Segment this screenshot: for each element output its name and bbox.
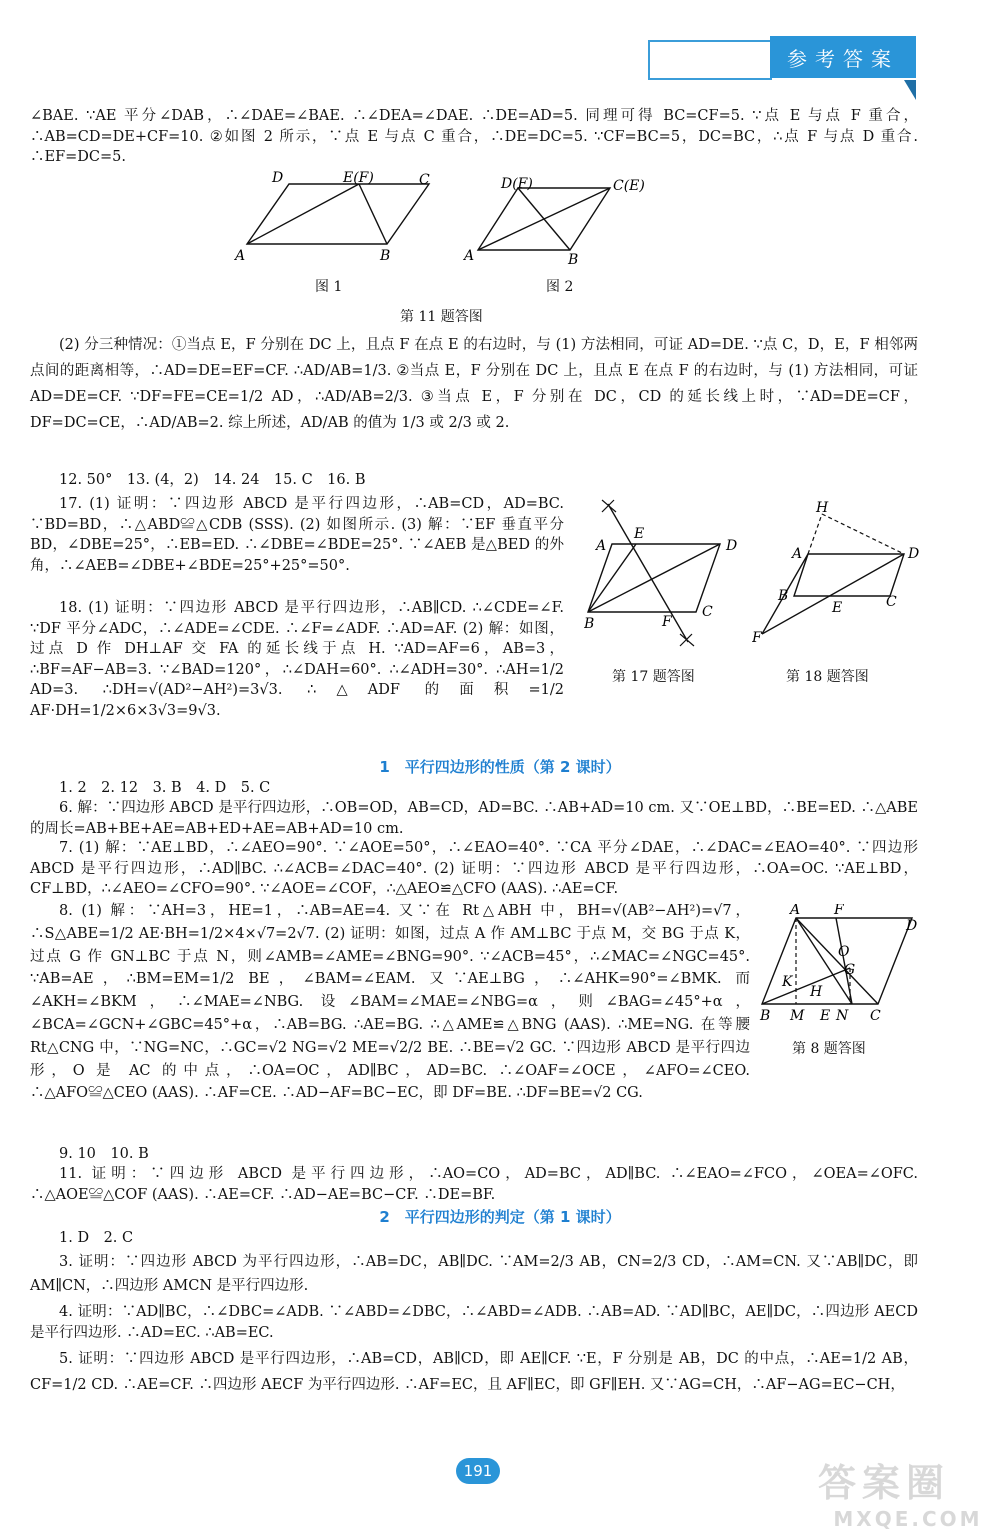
fig8-label-d: D bbox=[906, 918, 918, 934]
fig18-label-a: A bbox=[792, 546, 803, 562]
fig18-parallelogram bbox=[794, 554, 904, 596]
figure-18 bbox=[752, 498, 928, 654]
answer-paragraph: 4. 证明：∵AD∥BC，∴∠DBC=∠ADB. ∵∠ABD=∠DBC，∴∠ABD=∠ADB. ∴AB=AD. ∵AD∥BC，AE∥DC，∴四边形 AECD 是平行四边形. ∴AD=EC. ∴AB=EC. bbox=[30, 1304, 918, 1341]
watermark-sub: MXQE.COM bbox=[833, 1507, 983, 1531]
figure-17 bbox=[584, 494, 754, 654]
fig18-label-c: C bbox=[886, 594, 897, 610]
caption-fig17: 第 17 题答图 bbox=[612, 669, 695, 685]
fig17-perpendicular-bisector bbox=[608, 504, 688, 642]
page-number: 191 bbox=[456, 1458, 500, 1484]
answer-paragraph: ∠BAE. ∵AE 平分∠DAB，∴∠DAE=∠BAE. ∴∠DEA=∠DAE. ∴DE=AD=5. 同理可得 BC=CF=5. ∵点 E 与点 F 重合，∴AB=CD=DE+CF=10. ②如图 2 所示，∵点 E 与点 C 重合，∴DE=DC=5. ∵CF=BC=5，DC=BC，∴点 F 与点 D 重合. ∴EF=DC=5. bbox=[30, 108, 918, 166]
watermark-main: 答案圈 bbox=[818, 1461, 951, 1505]
fig1-label-d: D bbox=[272, 170, 284, 186]
fig17-label-b: B bbox=[584, 616, 595, 632]
fig18-label-d: D bbox=[908, 546, 920, 562]
answer-paragraph: 18. (1) 证明：∵四边形 ABCD 是平行四边形，∴AB∥CD. ∴∠CDE=∠F. ∵DF 平分∠ADC，∴∠ADE=∠CDE. ∴∠F=∠ADF. ∴AD=AF. (2) 解：如图，过点 D 作 DH⊥AF 交 FA 的延长线于点 H. ∵AD=AF=6，AB=3，∴BF=AF−AB=3. ∵∠BAD=120°，∴∠DAH=60°. ∴∠ADH=30°. ∴AH=1/2 AD=3. ∴DH=√(AD²−AH²)=3√3. ∴△ADF 的面积=1/2 AF·DH=1/2×6×3√3=9√3. bbox=[30, 600, 564, 719]
fig8-label-b: B bbox=[760, 1008, 771, 1024]
fig8-label-e: E bbox=[820, 1008, 831, 1024]
fig2-label-df: D(F) bbox=[501, 176, 533, 192]
fig17-label-d: D bbox=[726, 538, 738, 554]
header-blank-frame bbox=[648, 40, 772, 80]
fig8-label-a: A bbox=[790, 904, 801, 918]
caption-fig1: 图 1 bbox=[315, 279, 343, 295]
fig8-label-n: N bbox=[836, 1008, 849, 1024]
section-heading: 1 平行四边形的性质（第 2 课时） bbox=[379, 758, 621, 776]
header-box bbox=[648, 34, 916, 80]
fig17-label-c: C bbox=[702, 604, 713, 620]
answer-paragraph: 6. 解：∵四边形 ABCD 是平行四边形，∴OB=OD，AB=CD，AD=BC. ∴AB+AD=10 cm. 又∵OE⊥BD，∴BE=ED. ∴△ABE 的周长=AB+BE+AE=AB+ED+AE=AB+AD=10 cm. bbox=[30, 800, 918, 837]
fig8-label-g: G bbox=[844, 962, 856, 978]
answer-line: 1. 2 2. 12 3. B 4. D 5. C bbox=[59, 780, 271, 796]
fig2-label-ce: C(E) bbox=[613, 178, 645, 194]
fig8-label-c: C bbox=[870, 1008, 881, 1024]
figure-8 bbox=[756, 904, 926, 1030]
fig17-label-f: F bbox=[662, 614, 672, 630]
header-label: 参考答案 bbox=[770, 36, 916, 78]
section-heading: 2 平行四边形的判定（第 1 课时） bbox=[379, 1208, 621, 1226]
answer-line: 12. 50° 13. (4，2) 14. 24 15. C 16. B bbox=[59, 472, 366, 488]
fig8-label-h: H bbox=[810, 984, 823, 1000]
fig8-line-ac bbox=[796, 918, 878, 1004]
answer-paragraph: (2) 分三种情况：①当点 E，F 分别在 DC 上，且点 F 在点 E 的右边时，与 (1) 方法相同，可证 AD=DE. ∵点 C，D，E，F 相邻两点间的距离相等，∴AD=DE=EF=CF. ∴AD/AB=1/3. ②当点 E，F 分别在 DC 上，且点 E 在点 F 的右边时，与 (1) 方法相同，可证 AD=DE=CF. ∵DF=FE=CE=1/2 AD，∴AD/AB=2/3. ③当点 E，F 分别在 DC，CD 的延长线上时，∵AD=DE=CF，DF=DC=CE，∴AD/AB=2. 综上所述，AD/AB 的值为 1/3 或 2/3 或 2. bbox=[30, 337, 918, 431]
fig18-label-f: F bbox=[752, 630, 762, 646]
fig18-label-b: B bbox=[778, 588, 789, 604]
fig17-label-e: E bbox=[634, 526, 645, 542]
fig8-label-o: O bbox=[838, 944, 850, 960]
fig1-line-be bbox=[359, 184, 387, 244]
fig1-line-ae bbox=[247, 184, 359, 244]
fig1-parallelogram bbox=[247, 184, 429, 244]
answer-paragraph: 5. 证明：∵四边形 ABCD 是平行四边形，∴AB=CD，AB∥CD，即 AE∥CF. ∵E，F 分别是 AB，DC 的中点，∴AE=1/2 AB，CF=1/2 CD. ∴AE=CF. ∴四边形 AECF 为平行四边形. ∴AF=EC，且 AF∥EC，即 GF∥EH. 又∵AG=CH，∴AF−AG=EC−CH， bbox=[30, 1351, 918, 1393]
fig2-label-a: A bbox=[464, 248, 475, 264]
answer-paragraph: 11. 证明：∵四边形 ABCD 是平行四边形，∴AO=CO，AD=BC，AD∥BC. ∴∠EAO=∠FCO，∠OEA=∠OFC. ∴△AOE≌△COF (AAS). ∴AE=CF. ∴AD−AE=BC−CF. ∴DE=BF. bbox=[30, 1166, 918, 1203]
fig18-line-dh bbox=[822, 514, 904, 554]
answer-line: 1. D 2. C bbox=[59, 1230, 134, 1246]
caption-fig11: 第 11 题答图 bbox=[400, 309, 483, 325]
caption-fig8: 第 8 题答图 bbox=[792, 1041, 866, 1057]
fig8-label-m: M bbox=[790, 1008, 805, 1024]
header-corner-decoration bbox=[904, 80, 916, 100]
fig17-line-be bbox=[588, 544, 636, 612]
watermark-logo bbox=[818, 1452, 998, 1532]
fig1-label-b: B bbox=[380, 248, 391, 264]
fig18-label-h: H bbox=[816, 500, 829, 516]
fig2-label-b: B bbox=[568, 252, 579, 268]
answer-paragraph: 17. (1) 证明：∵四边形 ABCD 是平行四边形，∴AB=CD，AD=BC. ∵BD=BD，∴△ABD≌△CDB (SSS). (2) 如图所示. (3) 解：∵EF 垂直平分 BD，∠DBE=25°，∴EB=ED. ∴∠DBE=∠BDE=25°. ∵∠AEB 是△BED 的外角，∴∠AEB=∠DBE+∠BDE=25°+25°=50°. bbox=[30, 496, 564, 574]
figure-1 bbox=[225, 168, 435, 268]
fig8-label-k: K bbox=[782, 974, 793, 990]
fig18-label-e: E bbox=[832, 600, 843, 616]
fig8-label-f: F bbox=[834, 904, 844, 918]
answer-paragraph: 7. (1) 解：∵AE⊥BD，∴∠AEO=90°. ∵∠AOE=50°，∴∠EAO=40°. ∵CA 平分∠DAE，∴∠DAC=∠EAO=40°. ∵四边形 ABCD 是平行四边形，∴AD∥BC. ∴∠ACB=∠DAC=40°. (2) 证明：∵四边形 ABCD 是平行四边形，∴OA=OC. ∵AE⊥BD，CF⊥BD，∴∠AEO=∠CFO=90°. ∵∠AOE=∠COF，∴△AEO≌△CFO (AAS). ∴AE=CF. bbox=[30, 840, 918, 898]
fig18-extension-ah bbox=[808, 514, 822, 554]
fig17-label-a: A bbox=[596, 538, 607, 554]
answer-paragraph: 8. (1) 解：∵AH=3，HE=1，∴AB=AE=4. 又∵在 Rt△ABH 中，BH=√(AB²−AH²)=√7，∴S△ABE=1/2 AE·BH=1/2×4×√7=2√7. (2) 证明：如图，过点 A 作 AM⊥BC 于点 M，交 BG 于点 K，过点 G 作 GN⊥BC 于点 N，则∠AMB=∠AME=∠BNG=90°. ∵∠ACB=45°，∴∠MAC=∠NGC=45°. ∵AB=AE，∴BM=EM=1/2 BE，∠BAM=∠EAM. 又∵AE⊥BG，∴∠AHK=90°=∠BMK. 而∠AKH=∠BKM，∴∠MAE=∠NBG. 设∠BAM=∠MAE=∠NBG=α，则∠BAG=∠45°+α，∠BCA=∠GCN+∠GBC=45°+α，∴AB=BG. ∴AE=BG. ∴△AME≌△BNG (AAS). ∴ME=NG. 在等腰 Rt△CNG 中，∵NG=NC，∴GC=√2 NG=√2 ME=√2/2 BE. ∴BE=√2 GC. ∵四边形 ABCD 是平行四边形，O 是 AC 的中点，∴OA=OC，AD∥BC，AD=BC. ∴∠OAF=∠OCE，∠AFO=∠CEO. ∴△AFO≌△CEO (AAS). ∴AF=CE. ∴AD−AF=BC−EC，即 DF=BE. ∴DF=BE=√2 CG. bbox=[30, 903, 750, 1102]
answer-paragraph: 3. 证明：∵四边形 ABCD 为平行四边形，∴AB=DC，AB∥DC. ∵AM=2/3 AB，CN=2/3 CD，∴AM=CN. 又∵AB∥DC，即 AM∥CN，∴四边形 AMCN 是平行四边形. bbox=[30, 1254, 918, 1294]
fig1-label-a: A bbox=[235, 248, 246, 264]
answer-line: 9. 10 10. B bbox=[59, 1146, 149, 1162]
caption-fig18: 第 18 题答图 bbox=[786, 669, 869, 685]
figure-2 bbox=[456, 168, 666, 268]
fig1-label-ef: E(F) bbox=[343, 170, 374, 186]
fig1-label-c: C bbox=[419, 172, 430, 188]
caption-fig2: 图 2 bbox=[546, 279, 574, 295]
fig8-line-bg bbox=[762, 968, 850, 1004]
fig2-line-bd bbox=[518, 188, 570, 250]
